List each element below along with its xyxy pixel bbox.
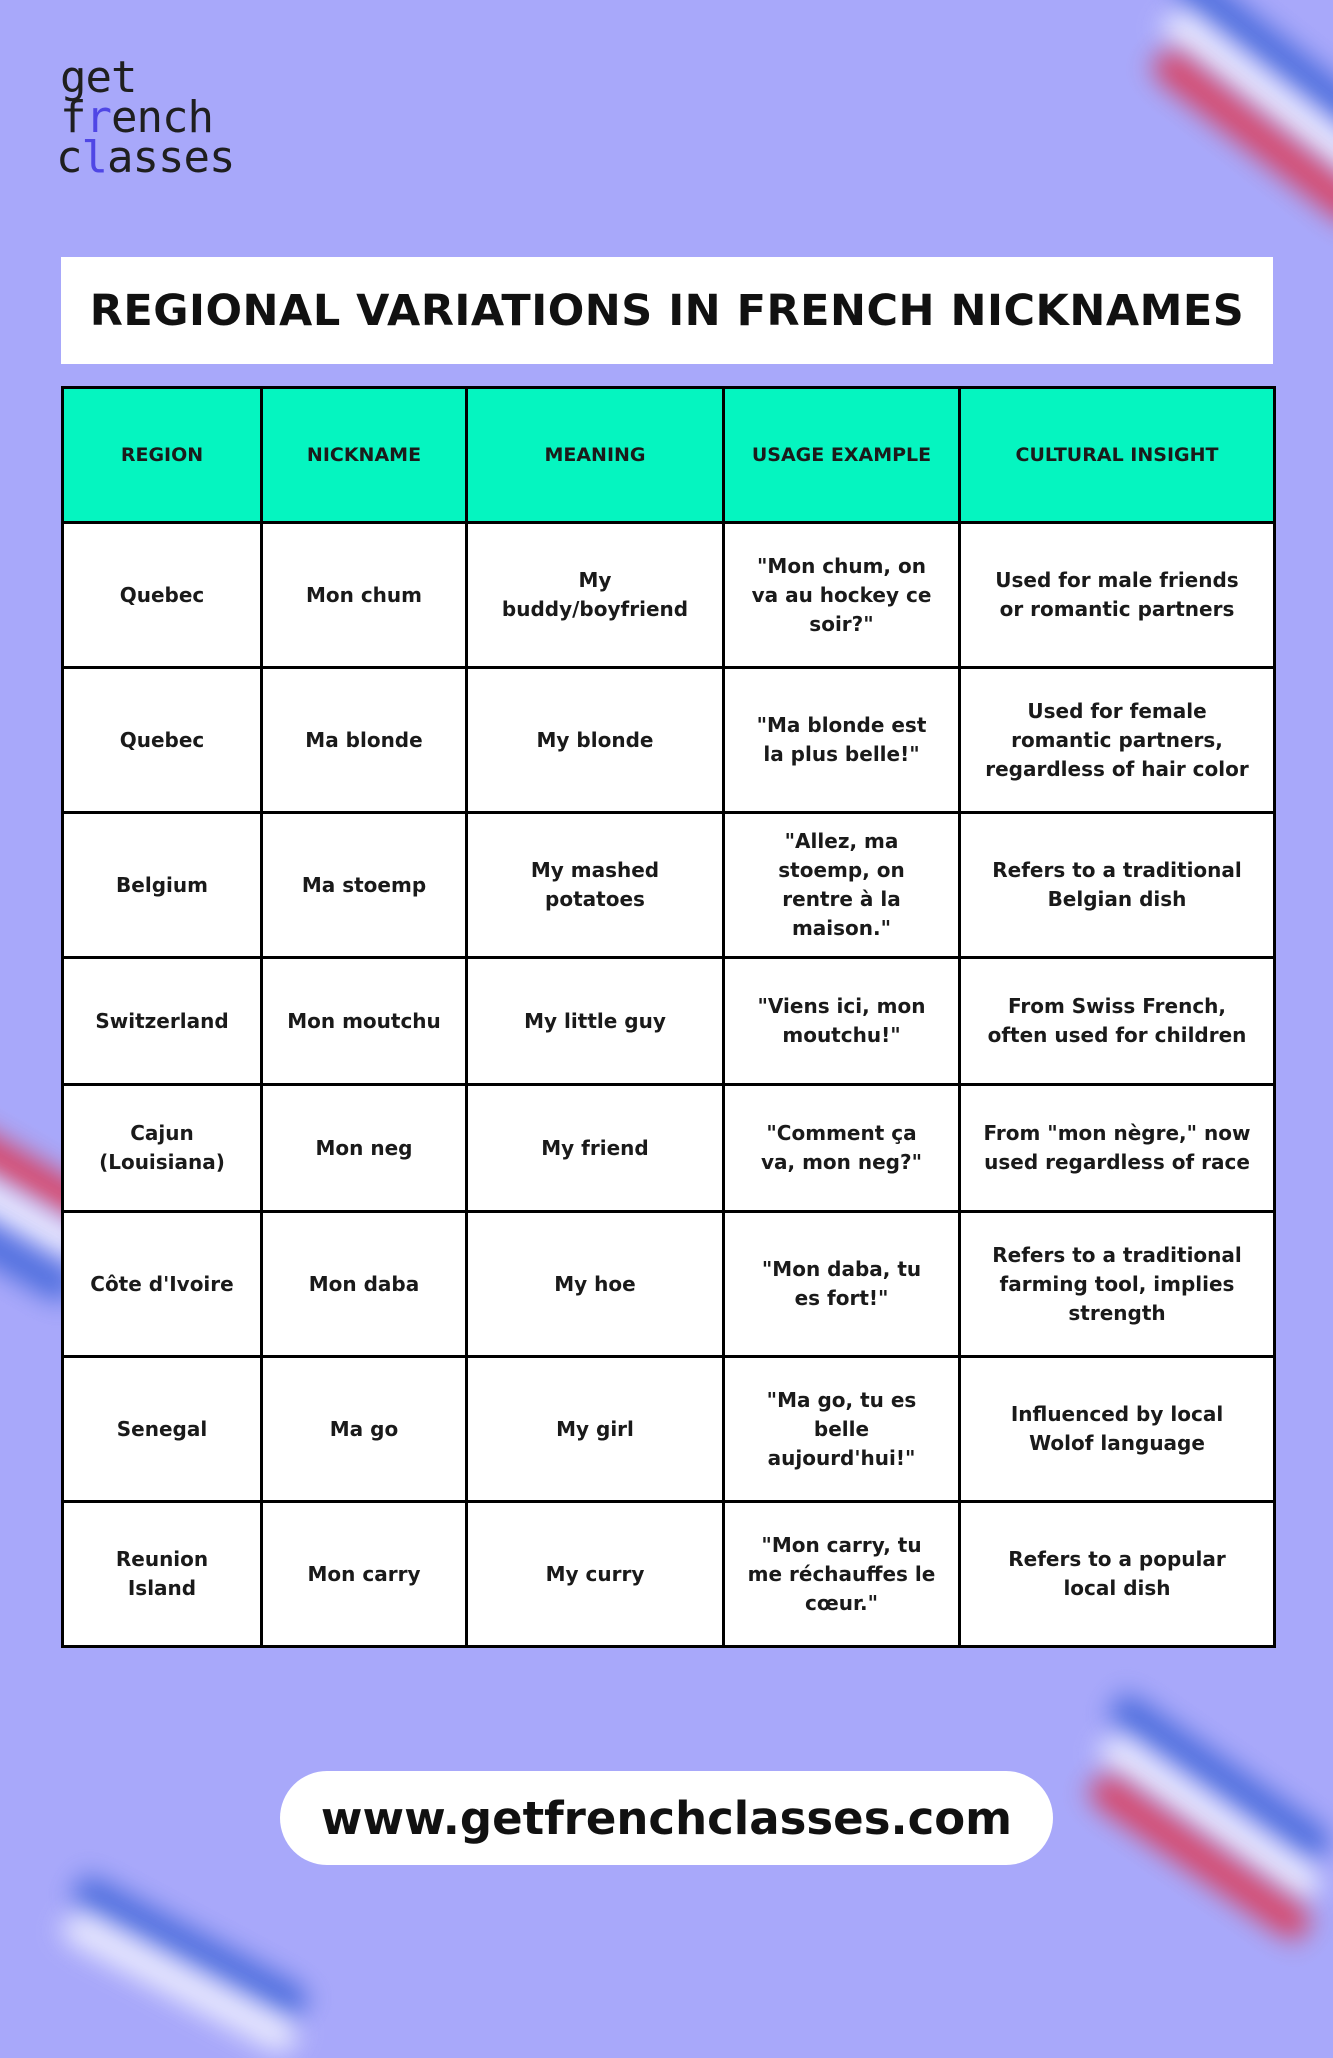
cell-region: Reunion Island: [63, 1502, 262, 1647]
cell-meaning: My friend: [467, 1085, 724, 1212]
cell-cultural-insight: From Swiss French, often used for children: [960, 958, 1275, 1085]
cell-nickname: Ma go: [262, 1357, 467, 1502]
cell-meaning: My mashed potatoes: [467, 813, 724, 958]
page-title: REGIONAL VARIATIONS IN FRENCH NICKNAMES: [89, 285, 1245, 336]
cell-nickname: Mon moutchu: [262, 958, 467, 1085]
cell-meaning: My blonde: [467, 668, 724, 813]
cell-cultural-insight: From "mon nègre," now used regardless of race: [960, 1085, 1275, 1212]
table-row: [63, 668, 1275, 813]
cell-usage-example: "Allez, ma stoemp, on rentre à la maison.": [724, 813, 960, 958]
table-row: [63, 523, 1275, 668]
cell-region: Cajun (Louisiana): [63, 1085, 262, 1212]
cell-region: Senegal: [63, 1357, 262, 1502]
website-pill[interactable]: [280, 1771, 1053, 1865]
title-banner: [61, 257, 1273, 364]
table-row: [63, 1085, 1275, 1212]
cell-nickname: Ma stoemp: [262, 813, 467, 958]
cell-usage-example: "Viens ici, mon moutchu!": [724, 958, 960, 1085]
header-meaning: MEANING: [467, 388, 724, 523]
logo-accent-letter: l: [81, 132, 107, 183]
table-row: [63, 813, 1275, 958]
cell-meaning: My hoe: [467, 1212, 724, 1357]
logo-line-french: french: [60, 92, 213, 143]
header-cultural-insight: CULTURAL INSIGHT: [960, 388, 1275, 523]
cell-region: Belgium: [63, 813, 262, 958]
cell-nickname: Mon neg: [262, 1085, 467, 1212]
cell-cultural-insight: Refers to a popular local dish: [960, 1502, 1275, 1647]
logo-line-get: get: [60, 52, 137, 103]
cell-usage-example: "Mon carry, tu me réchauffes le cœur.": [724, 1502, 960, 1647]
header-usage-example: USAGE EXAMPLE: [724, 388, 960, 523]
logo-line-classes: classes: [56, 132, 235, 183]
cell-nickname: Mon chum: [262, 523, 467, 668]
cell-usage-example: "Mon daba, tu es fort!": [724, 1212, 960, 1357]
table-row: [63, 958, 1275, 1085]
cell-usage-example: "Ma blonde est la plus belle!": [724, 668, 960, 813]
cell-meaning: My buddy/boyfriend: [467, 523, 724, 668]
cell-usage-example: "Mon chum, on va au hockey ce soir?": [724, 523, 960, 668]
brand-logo: [56, 52, 235, 183]
cell-meaning: My girl: [467, 1357, 724, 1502]
header-nickname: NICKNAME: [262, 388, 467, 523]
cell-cultural-insight: Used for male friends or romantic partners: [960, 523, 1275, 668]
website-url[interactable]: www.getfrenchclasses.com: [320, 1791, 1013, 1845]
cell-cultural-insight: Influenced by local Wolof language: [960, 1357, 1275, 1502]
cell-cultural-insight: Used for female romantic partners, regardless of hair color: [960, 668, 1275, 813]
cell-nickname: Ma blonde: [262, 668, 467, 813]
cell-region: Quebec: [63, 668, 262, 813]
cell-cultural-insight: Refers to a traditional Belgian dish: [960, 813, 1275, 958]
cell-meaning: My curry: [467, 1502, 724, 1647]
table-row: [63, 1502, 1275, 1647]
cell-region: Quebec: [63, 523, 262, 668]
cell-region: Côte d'Ivoire: [63, 1212, 262, 1357]
nickname-table: [61, 386, 1276, 1648]
cell-usage-example: "Ma go, tu es belle aujourd'hui!": [724, 1357, 960, 1502]
table-row: [63, 1212, 1275, 1357]
header-region: REGION: [63, 388, 262, 523]
table-row: [63, 1357, 1275, 1502]
cell-meaning: My little guy: [467, 958, 724, 1085]
cell-nickname: Mon carry: [262, 1502, 467, 1647]
cell-usage-example: "Comment ça va, mon neg?": [724, 1085, 960, 1212]
cell-cultural-insight: Refers to a traditional farming tool, implies strength: [960, 1212, 1275, 1357]
logo-accent-letter: r: [85, 92, 111, 143]
cell-region: Switzerland: [63, 958, 262, 1085]
table-header-row: [63, 388, 1275, 523]
cell-nickname: Mon daba: [262, 1212, 467, 1357]
